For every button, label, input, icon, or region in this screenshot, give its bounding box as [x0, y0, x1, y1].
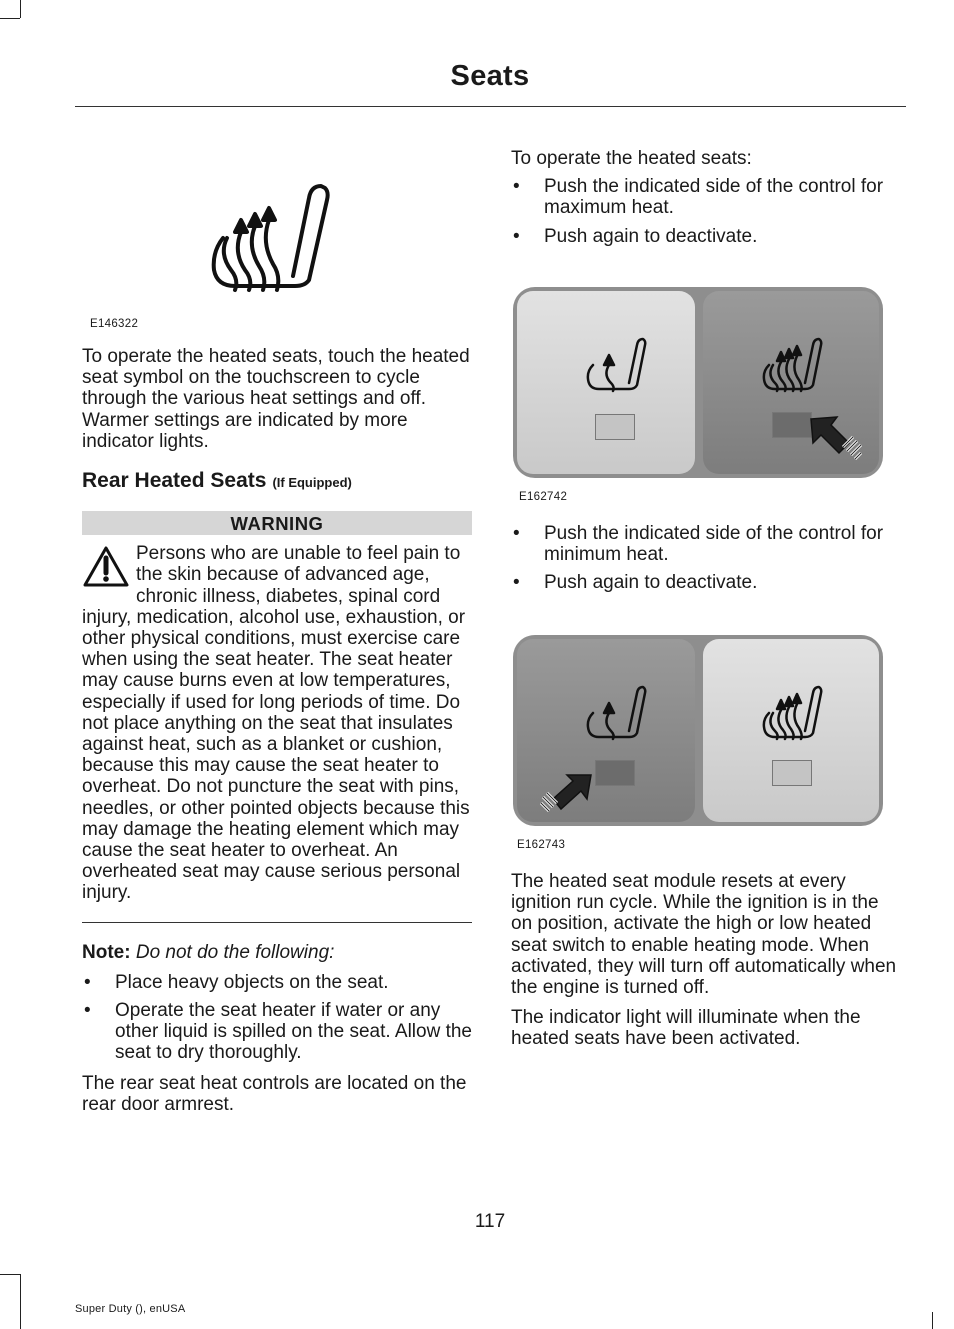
- list-item: • Push again to deactivate.: [513, 225, 758, 247]
- press-arrow-icon: [539, 771, 593, 813]
- list-item: • Push again to deactivate.: [513, 572, 758, 594]
- low-indicator-light: [595, 414, 635, 440]
- crop-mark: [20, 1274, 21, 1329]
- heated-seat-icon: [205, 180, 335, 295]
- rear-controls-paragraph: The rear seat heat controls are located on the rear door armrest.: [82, 1072, 467, 1115]
- min-heat-list: [511, 523, 903, 594]
- warning-triangle-icon: [82, 545, 130, 589]
- figure-code: E146322: [90, 318, 139, 330]
- section-heading: Rear Heated Seats (If Equipped): [82, 469, 352, 493]
- page-title: Seats: [450, 60, 530, 92]
- indicator-paragraph: The indicator light will illuminate when the heated seats have been activated.: [511, 1007, 861, 1050]
- crop-mark: [20, 0, 21, 18]
- right-column-middle: [511, 523, 903, 601]
- note-text: Do not do the following:: [135, 941, 335, 963]
- note-list: [82, 972, 472, 1064]
- intro-paragraph: To operate the heated seats, touch the heated seat symbol on the touchscreen to cycle through the various heat settings and off. Warmer settings are indicated by more indicator lights.: [82, 346, 470, 452]
- heated-seat-control-min: [513, 635, 883, 826]
- right-column-bottom: [511, 871, 903, 1050]
- title-divider: [75, 106, 906, 107]
- warning-divider: [82, 922, 472, 923]
- high-indicator-light: [772, 760, 812, 786]
- seat-low-heat-icon: [585, 335, 649, 393]
- list-item: • Push the indicated side of the control for minimum heat.: [513, 523, 884, 566]
- list-item: • Operate the seat heater if water or any other liquid is spilled on the seat. Allow the seat to dry thoroughly.: [84, 1000, 472, 1064]
- right-intro: To operate the heated seats:: [511, 148, 752, 169]
- list-item: • Place heavy objects on the seat.: [84, 971, 389, 993]
- document-id: Super Duty (), enUSA: [75, 1303, 186, 1315]
- crop-mark: [932, 1312, 933, 1329]
- reset-paragraph: The heated seat module resets at every ignition run cycle. While the ignition is in the on position, activate the high or low heated seat switch to enable heating mode. When activated, they will turn off automatically when the engine is turned off.: [511, 871, 897, 999]
- crop-mark: [0, 1274, 20, 1275]
- press-arrow-icon: [809, 415, 863, 465]
- seat-low-heat-icon: [585, 683, 649, 741]
- note: [82, 942, 472, 963]
- list-item: • Push the indicated side of the control for maximum heat.: [513, 176, 884, 219]
- crop-mark: [0, 18, 20, 19]
- left-column: [82, 346, 472, 1115]
- max-heat-list: [511, 176, 903, 247]
- seat-high-heat-icon: [761, 335, 825, 393]
- seat-high-heat-icon: [761, 683, 825, 741]
- section-qualifier: (If Equipped): [272, 475, 352, 491]
- warning-title: WARNING: [82, 511, 472, 535]
- figure-code: E162743: [517, 839, 566, 851]
- figure-code: E162742: [519, 491, 568, 503]
- warning-text: Persons who are unable to feel pain to the skin because of advanced age, chronic illness, diabetes, spinal cord injury, medication, alcohol use, exhaustion, or other physical conditions, must exercise care when using the seat heater. The seat heater may cause burns even at low temperatures, especially if used for long periods of time. Do not place anything on the seat that insulates against heat, such as a blanket or cushion, because this may cause the seat heater to overheat. Do not puncture the seat with pins, needles, or other pointed objects because this may damage the heating element which may cause the seat heater to overheat. An overheated seat may cause serious personal injury.: [82, 543, 470, 904]
- low-indicator-light: [595, 760, 635, 786]
- right-column-top: [511, 148, 903, 254]
- note-label: Note:: [82, 941, 131, 963]
- heated-seat-control-max: [513, 287, 883, 478]
- high-indicator-light: [772, 412, 812, 438]
- page-number: 117: [474, 1211, 506, 1232]
- warning-box: [82, 543, 472, 903]
